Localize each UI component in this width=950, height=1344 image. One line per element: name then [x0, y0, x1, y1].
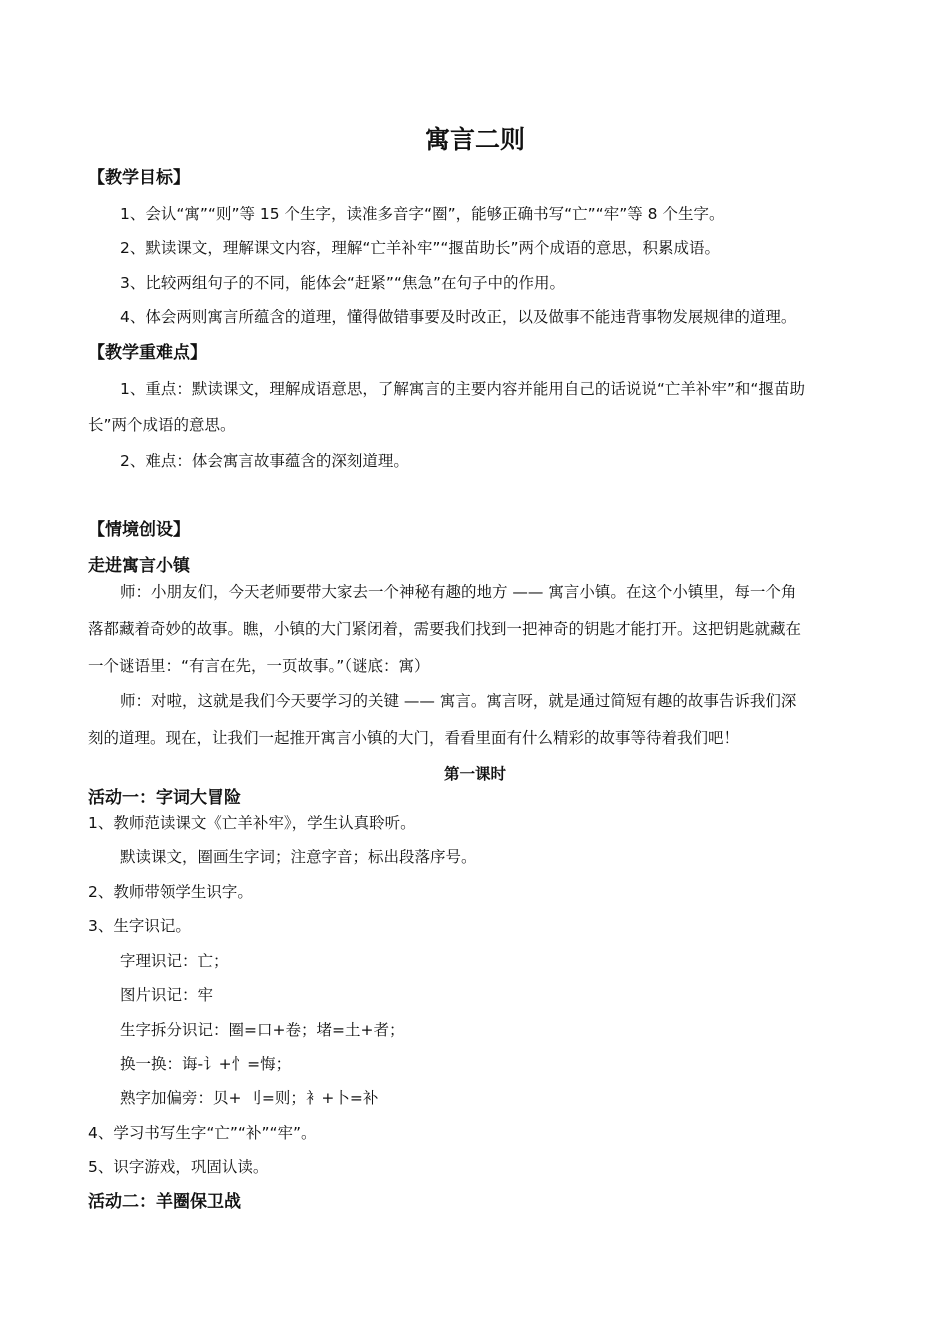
- goal-item-4: 4、体会两则寓言所蕴含的道理，懂得做错事要及时改正，以及做事不能违背事物发展规律的道理。: [120, 308, 797, 326]
- scenario-paragraph-1-line-3: 一个谜语里：“有言在先，一页故事。”（谜底：寓）: [88, 657, 430, 675]
- activity-1-heading: 活动一：字词大冒险: [88, 788, 241, 808]
- activity-1-step-4: 4、学习书写生字“亡”“补”“牢”。: [88, 1124, 317, 1142]
- activity-1-step-5: 5、识字游戏，巩固认读。: [88, 1158, 269, 1176]
- goal-item-3: 3、比较两组句子的不同，能体会“赶紧”“焦急”在句子中的作用。: [120, 274, 565, 292]
- activity-2-heading: 活动二：羊圈保卫战: [88, 1192, 241, 1212]
- key-point-1-line-1: 1、重点：默读课文，理解成语意思，了解寓言的主要内容并能用自己的话说说“亡羊补牢”和“揠苗助: [120, 380, 805, 398]
- key-point-1-line-2: 长”两个成语的意思。: [88, 416, 236, 434]
- scenario-heading: 【情境创设】: [88, 520, 190, 540]
- activity-1-step-3: 3、生字识记。: [88, 917, 191, 935]
- scenario-subheading: 走进寓言小镇: [88, 556, 190, 576]
- goal-item-1: 1、会认“寓”“则”等 15 个生字，读准多音字“圈”，能够正确书写“亡”“牢”等 8 个生字。: [120, 205, 725, 223]
- activity-1-step-1-sub: 默读课文，圈画生字词；注意字音；标出段落序号。: [120, 848, 477, 866]
- step-3-sub-item: 换一换：诲-讠+忄=悔；: [120, 1055, 292, 1073]
- scenario-paragraph-2-line-1: 师：对啦，这就是我们今天要学习的关键 —— 寓言。寓言呀，就是通过简短有趣的故事告诉我们深: [120, 692, 797, 710]
- scenario-paragraph-1-line-2: 落都藏着奇妙的故事。瞧，小镇的大门紧闭着，需要我们找到一把神奇的钥匙才能打开。这把钥匙就藏在: [88, 620, 802, 638]
- key-point-2: 2、难点：体会寓言故事蕴含的深刻道理。: [120, 452, 409, 470]
- document-title: 寓言二则: [424, 125, 525, 154]
- activity-1-step-1: 1、教师范读课文《亡羊补牢》，学生认真聆听。: [88, 814, 416, 832]
- step-3-sub-item: 熟字加偏旁：贝+ 刂=则；衤+卜=补: [120, 1089, 379, 1107]
- scenario-paragraph-1-line-1: 师：小朋友们，今天老师要带大家去一个神秘有趣的地方 —— 寓言小镇。在这个小镇里，每一个角: [120, 583, 797, 601]
- scenario-paragraph-2-line-2: 刻的道理。现在，让我们一起推开寓言小镇的大门，看看里面有什么精彩的故事等待着我们吧！: [88, 729, 740, 747]
- lesson-one-heading: 第一课时: [443, 765, 506, 783]
- key-points-heading: 【教学重难点】: [88, 343, 207, 363]
- goal-item-2: 2、默读课文，理解课文内容，理解“亡羊补牢”“揠苗助长”两个成语的意思，积累成语。: [120, 239, 720, 257]
- step-3-sub-item: 字理识记：亡；: [120, 952, 229, 970]
- goals-heading: 【教学目标】: [88, 168, 190, 188]
- activity-1-step-2: 2、教师带领学生识字。: [88, 883, 253, 901]
- step-3-sub-item: 图片识记：牢: [120, 986, 214, 1004]
- step-3-sub-item: 生字拆分识记：圈=口+卷；堵=土+者；: [120, 1021, 405, 1039]
